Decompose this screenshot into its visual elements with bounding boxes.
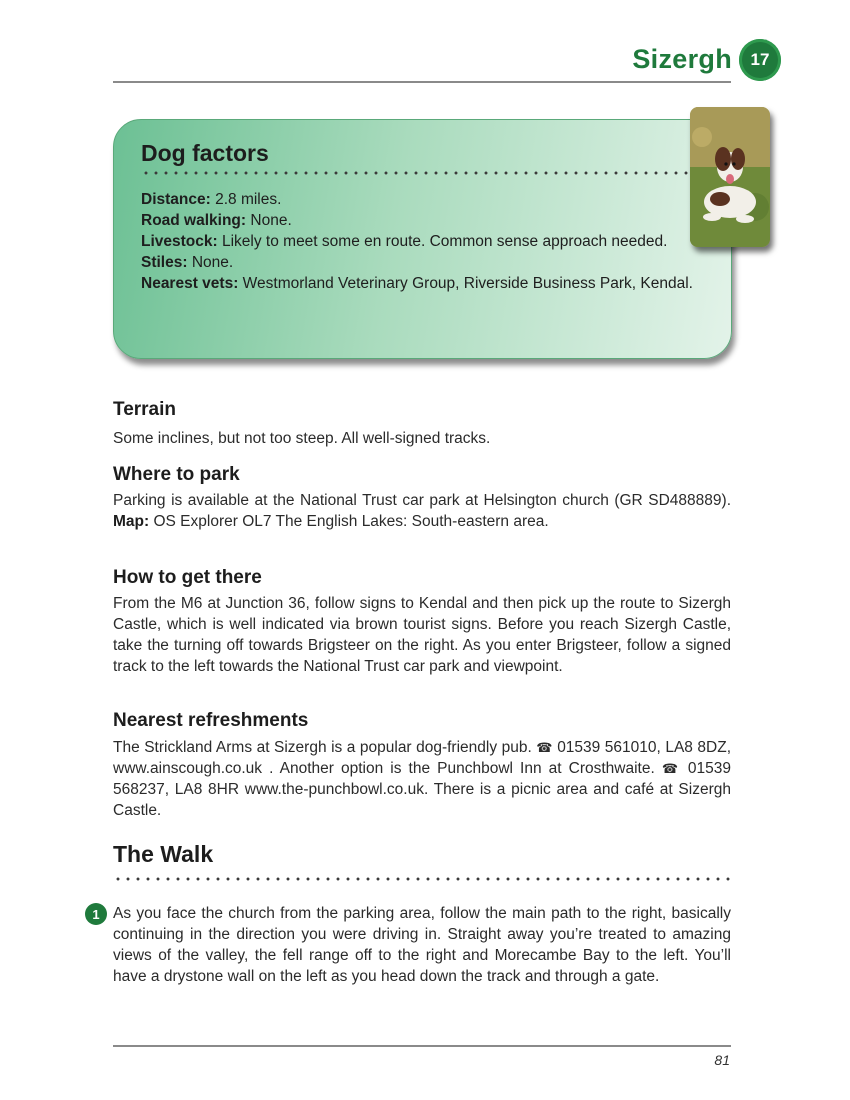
- directions-heading: How to get there: [113, 567, 262, 588]
- directions-text: From the M6 at Junction 36, follow signs to Kendal and then pick up the route to Sizergh Castle, which is well indicated via brown tourist signs. Before you reach Sizergh Castle, take the turning off towards Brigsteer on the right. As you enter Brigsteer, follow a signed track to the left towards the National Trust car park and viewpoint.: [113, 595, 731, 675]
- page-title: Sizergh: [632, 44, 732, 74]
- fact-nearest-vets: Nearest vets: Westmorland Veterinary Group, Riverside Business Park, Kendal.: [141, 275, 693, 292]
- step-text: As you face the church from the parking area, follow the main path to the right, basically continuing in the direction you were driving in. Straight away you’re treated to amazing views of the valley, the fell range off to the right and Morecambe Bay to the left. You’ll have a drystone wall on the left as you head down the track and through a gate.: [113, 905, 731, 985]
- fact-livestock: Livestock: Likely to meet some en route. Common sense approach needed.: [141, 233, 668, 250]
- step-number-badge: 1: [85, 903, 107, 925]
- dog-factors-title: Dog factors: [141, 140, 269, 166]
- telephone-icon: ☎: [536, 740, 553, 755]
- telephone-icon: ☎: [661, 761, 681, 776]
- refreshments-heading: Nearest refreshments: [113, 710, 309, 731]
- dog-photo: [690, 107, 770, 247]
- footer-rule: [113, 1045, 731, 1047]
- refreshments-text: The Strickland Arms at Sizergh is a popular dog-friendly pub. ☎ 01539 561010, LA8 8DZ, www.ainscough.co.uk . Another option is the Punchbowl Inn at Crosthwaite. ☎ 01539 568237, LA8 8HR www.the-punchbowl.co.uk. There is a picnic area and café at Sizergh Castle.: [113, 739, 732, 819]
- fact-stiles: Stiles: None.: [141, 254, 234, 271]
- walk-heading: The Walk: [113, 841, 214, 867]
- terrain-heading: Terrain: [113, 399, 177, 420]
- walk-number-badge: 17: [739, 39, 781, 81]
- dog-factors-box: [113, 119, 732, 359]
- dotted-divider: [141, 171, 689, 175]
- terrain-text: Some inclines, but not too steep. All well-signed tracks.: [113, 430, 491, 447]
- fact-distance: Distance: 2.8 miles.: [141, 191, 282, 208]
- parking-text: Parking is available at the National Trust car park at Helsington church (GR SD488889). Map: OS Explorer OL7 The English Lakes: South-eastern area.: [113, 492, 731, 530]
- fact-road-walking: Road walking: None.: [141, 212, 292, 229]
- header-rule: [113, 81, 731, 83]
- dog-factors-list: [141, 189, 701, 294]
- page-number: 81: [714, 1052, 730, 1068]
- dog-illustration: [690, 107, 770, 247]
- dotted-divider: [113, 877, 731, 881]
- parking-heading: Where to park: [113, 464, 240, 485]
